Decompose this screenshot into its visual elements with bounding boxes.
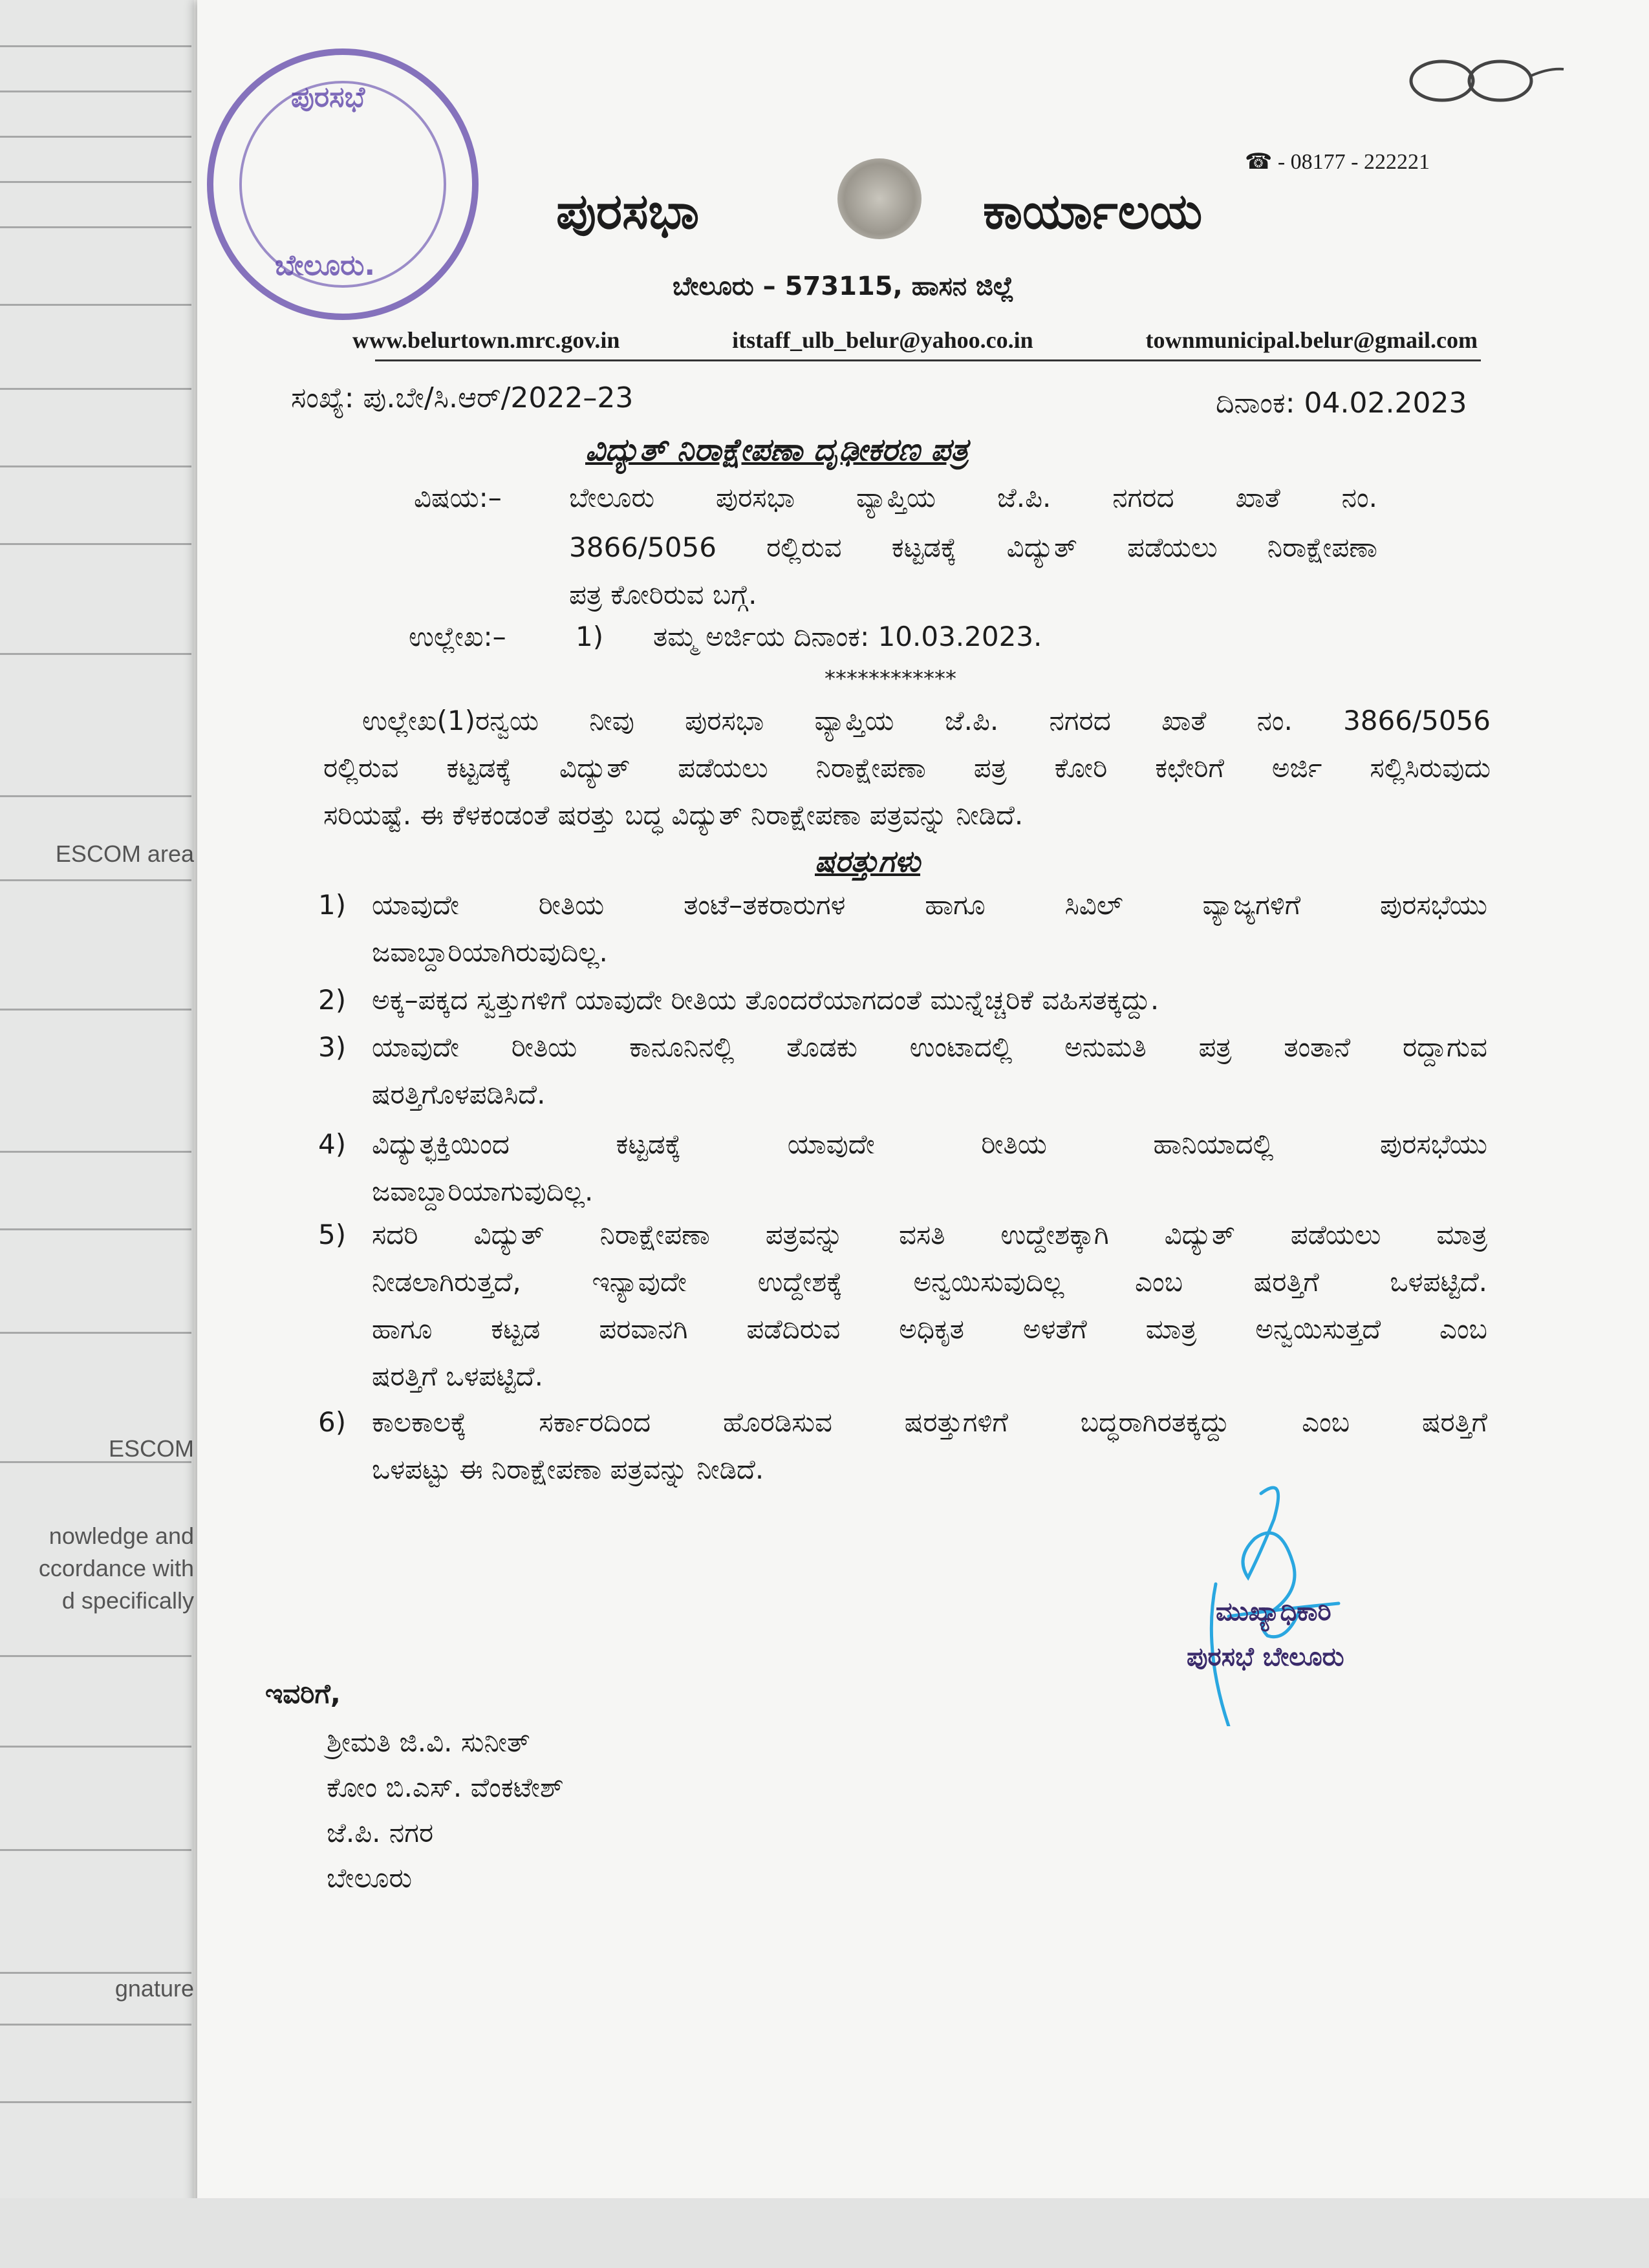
subject-label: ವಿಷಯ:– xyxy=(414,482,502,513)
email-link[interactable]: itstaff_ulb_belur@yahoo.co.in xyxy=(732,327,1033,353)
bottom-paper-edge xyxy=(0,2198,1649,2268)
signatory-title: ಮುಖ್ಯಾಧಿಕಾರಿ xyxy=(1216,1597,1331,1627)
under-sheet-text: ccordance with xyxy=(38,1555,194,1581)
condition-line: ಸದರಿ ವಿದ್ಯುತ್ ನಿರಾಕ್ಷೇಪಣಾ ಪತ್ರವನ್ನು ವಸತಿ ಉದ್ದೇಶಕ್ಕಾಗಿ ವಿದ್ಯುತ್ ಪಡೆಯಲು ಮಾತ್ರ xyxy=(372,1219,1487,1250)
header-divider xyxy=(375,359,1481,361)
reference-text: ತಮ್ಮ ಅರ್ಜಿಯ ದಿನಾಂಕ: 10.03.2023. xyxy=(653,621,1042,652)
condition-line: ಜವಾಬ್ದಾರಿಯಾಗುವುದಿಲ್ಲ. xyxy=(372,1175,594,1207)
condition-line: ಷರತ್ತಿಗೊಳಪಡಿಸಿದೆ. xyxy=(372,1078,546,1110)
recipient-line: ಕೋಂ ಬಿ.ಎಸ್. ವೆಂಕಟೇಶ್ xyxy=(327,1771,564,1803)
swachh-bharat-glasses-icon xyxy=(1397,55,1565,113)
condition-line: ಯಾವುದೇ ರೀತಿಯ ಕಾನೂನಿನಲ್ಲಿ ತೊಡಕು ಉಂಟಾದಲ್ಲಿ ಅನುಮತಿ ಪತ್ರ ತಂತಾನೆ ರದ್ದಾಗುವ xyxy=(372,1031,1487,1063)
reference-number: ಸಂಖ್ಯೆ: ಪು.ಬೇ/ಸಿ.ಆರ್/2022–23 xyxy=(291,381,634,414)
office-stamp xyxy=(207,48,479,320)
signatory-office: ಪುರಸಭೆ ಬೇಲೂರು xyxy=(1187,1642,1344,1672)
condition-line: ಒಳಪಟ್ಟು ಈ ನಿರಾಕ್ಷೇಪಣಾ ಪತ್ರವನ್ನು ನೀಡಿದೆ. xyxy=(372,1453,764,1485)
subject-line: ಪತ್ರ ಕೋರಿರುವ ಬಗ್ಗೆ. xyxy=(569,579,757,610)
condition-line: ಹಾಗೂ ಕಟ್ಟಡ ಪರವಾನಗಿ ಪಡೆದಿರುವ ಅಧಿಕೃತ ಅಳತೆಗೆ ಮಾತ್ರ ಅನ್ವಯಿಸುತ್ತದೆ ಎಂಬ xyxy=(372,1313,1487,1345)
condition-line: ವಿದ್ಯುತ್ಛಕ್ತಿಯಿಂದ ಕಟ್ಟಡಕ್ಕೆ ಯಾವುದೇ ರೀತಿಯ ಹಾನಿಯಾದಲ್ಲಿ ಪುರಸಭೆಯು xyxy=(372,1128,1487,1160)
separator: ************ xyxy=(824,666,956,692)
condition-number: 4) xyxy=(318,1128,347,1160)
under-sheet-text: nowledge and xyxy=(48,1523,194,1549)
condition-number: 5) xyxy=(318,1219,347,1250)
municipal-emblem-icon xyxy=(837,158,921,239)
condition-number: 2) xyxy=(318,984,347,1016)
condition-number: 3) xyxy=(318,1031,347,1063)
email-link[interactable]: townmunicipal.belur@gmail.com xyxy=(1145,327,1478,353)
condition-line: ಜವಾಬ್ದಾರಿಯಾಗಿರುವುದಿಲ್ಲ. xyxy=(372,936,608,968)
website-link[interactable]: www.belurtown.mrc.gov.in xyxy=(352,327,620,353)
condition-number: 6) xyxy=(318,1406,347,1438)
condition-line: ಷರತ್ತಿಗೆ ಒಳಪಟ್ಟಿದೆ. xyxy=(372,1360,543,1392)
reference-number-item: 1) xyxy=(576,621,604,652)
body-line: ಉಲ್ಲೇಖ(1)ರನ್ವಯ ನೀವು ಪುರಸಭಾ ವ್ಯಾಪ್ತಿಯ ಜೆ.ಪಿ. ನಗರದ ಖಾತೆ ನಂ. 3866/5056 xyxy=(362,705,1491,736)
condition-line: ನೀಡಲಾಗಿರುತ್ತದೆ, ಇನ್ಯಾವುದೇ ಉದ್ದೇಶಕ್ಕೆ ಅನ್ವಯಿಸುವುದಿಲ್ಲ ಎಂಬ ಷರತ್ತಿಗೆ ಒಳಪಟ್ಟಿದೆ. xyxy=(372,1266,1487,1298)
underlying-sheet xyxy=(0,0,194,2268)
subject-line: ಬೇಲೂರು ಪುರಸಭಾ ವ್ಯಾಪ್ತಿಯ ಜೆ.ಪಿ. ನಗರದ ಖಾತೆ ನಂ. xyxy=(569,482,1377,513)
under-sheet-text: ESCOM xyxy=(108,1435,194,1462)
recipient-label: ಇವರಿಗೆ, xyxy=(265,1678,341,1709)
conditions-title: ಷರತ್ತುಗಳು xyxy=(815,844,921,879)
office-title-right: ಕಾರ್ಯಾಲಯ xyxy=(983,182,1203,240)
stamp-top-text: ಪುರಸಭೆ xyxy=(291,81,365,114)
letter-date: ದಿನಾಂಕ: 04.02.2023 xyxy=(1216,387,1467,420)
body-line: ರಲ್ಲಿರುವ ಕಟ್ಟಡಕ್ಕೆ ವಿದ್ಯುತ್ ಪಡೆಯಲು ನಿರಾಕ್ಷೇಪಣಾ ಪತ್ರ ಕೋರಿ ಕಛೇರಿಗೆ ಅರ್ಜಿ ಸಲ್ಲಿಸಿರುವುದು xyxy=(323,752,1491,784)
recipient-line: ಜೆ.ಪಿ. ನಗರ xyxy=(327,1817,434,1848)
condition-line: ಯಾವುದೇ ರೀತಿಯ ತಂಟೆ–ತಕರಾರುಗಳ ಹಾಗೂ ಸಿವಿಲ್ ವ್ಯಾಜ್ಯಗಳಿಗೆ ಪುರಸಭೆಯು xyxy=(372,889,1487,921)
condition-line: ಕಾಲಕಾಲಕ್ಕೆ ಸರ್ಕಾರದಿಂದ ಹೊರಡಿಸುವ ಷರತ್ತುಗಳಿಗೆ ಬದ್ಧರಾಗಿರತಕ್ಕದ್ದು ಎಂಬ ಷರತ್ತಿಗೆ xyxy=(372,1406,1487,1438)
under-sheet-text: d specifically xyxy=(61,1587,194,1614)
condition-number: 1) xyxy=(318,889,347,921)
under-sheet-text: ESCOM area xyxy=(55,840,194,867)
recipient-line: ಶ್ರೀಮತಿ ಜಿ.ವಿ. ಸುನೀತ್ xyxy=(327,1726,530,1758)
subject-line: 3866/5056 ರಲ್ಲಿರುವ ಕಟ್ಟಡಕ್ಕೆ ವಿದ್ಯುತ್ ಪಡೆಯಲು ನಿರಾಕ್ಷೇಪಣಾ xyxy=(569,531,1377,563)
recipient-line: ಬೇಲೂರು xyxy=(327,1862,413,1894)
reference-label: ಉಲ್ಲೇಖ:– xyxy=(409,621,506,652)
office-address: ಬೇಲೂರು – 573115, ಹಾಸನ ಜಿಲ್ಲೆ xyxy=(673,272,1015,301)
office-title-left: ಪುರಸಭಾ xyxy=(556,182,700,240)
document-title: ವಿದ್ಯುತ್ ನಿರಾಕ್ಷೇಪಣಾ ದೃಢೀಕರಣ ಪತ್ರ xyxy=(585,432,969,468)
contact-line xyxy=(352,326,1478,354)
under-sheet-text: gnature xyxy=(114,1975,194,2002)
condition-line: ಅಕ್ಕ–ಪಕ್ಕದ ಸ್ವತ್ತುಗಳಿಗೆ ಯಾವುದೇ ರೀತಿಯ ತೊಂದರೆಯಾಗದಂತೆ ಮುನ್ನೆಚ್ಚರಿಕೆ ವಹಿಸತಕ್ಕದ್ದು. xyxy=(372,984,1159,1016)
body-line: ಸರಿಯಷ್ಟೆ. ಈ ಕೆಳಕಂಡಂತೆ ಷರತ್ತು ಬದ್ಧ ವಿದ್ಯುತ್ ನಿರಾಕ್ಷೇಪಣಾ ಪತ್ರವನ್ನು ನೀಡಿದೆ. xyxy=(323,799,1024,831)
stamp-bottom-text: ಬೇಲೂರು. xyxy=(275,249,376,282)
phone-number: ☎ - 08177 - 222221 xyxy=(1245,150,1430,174)
